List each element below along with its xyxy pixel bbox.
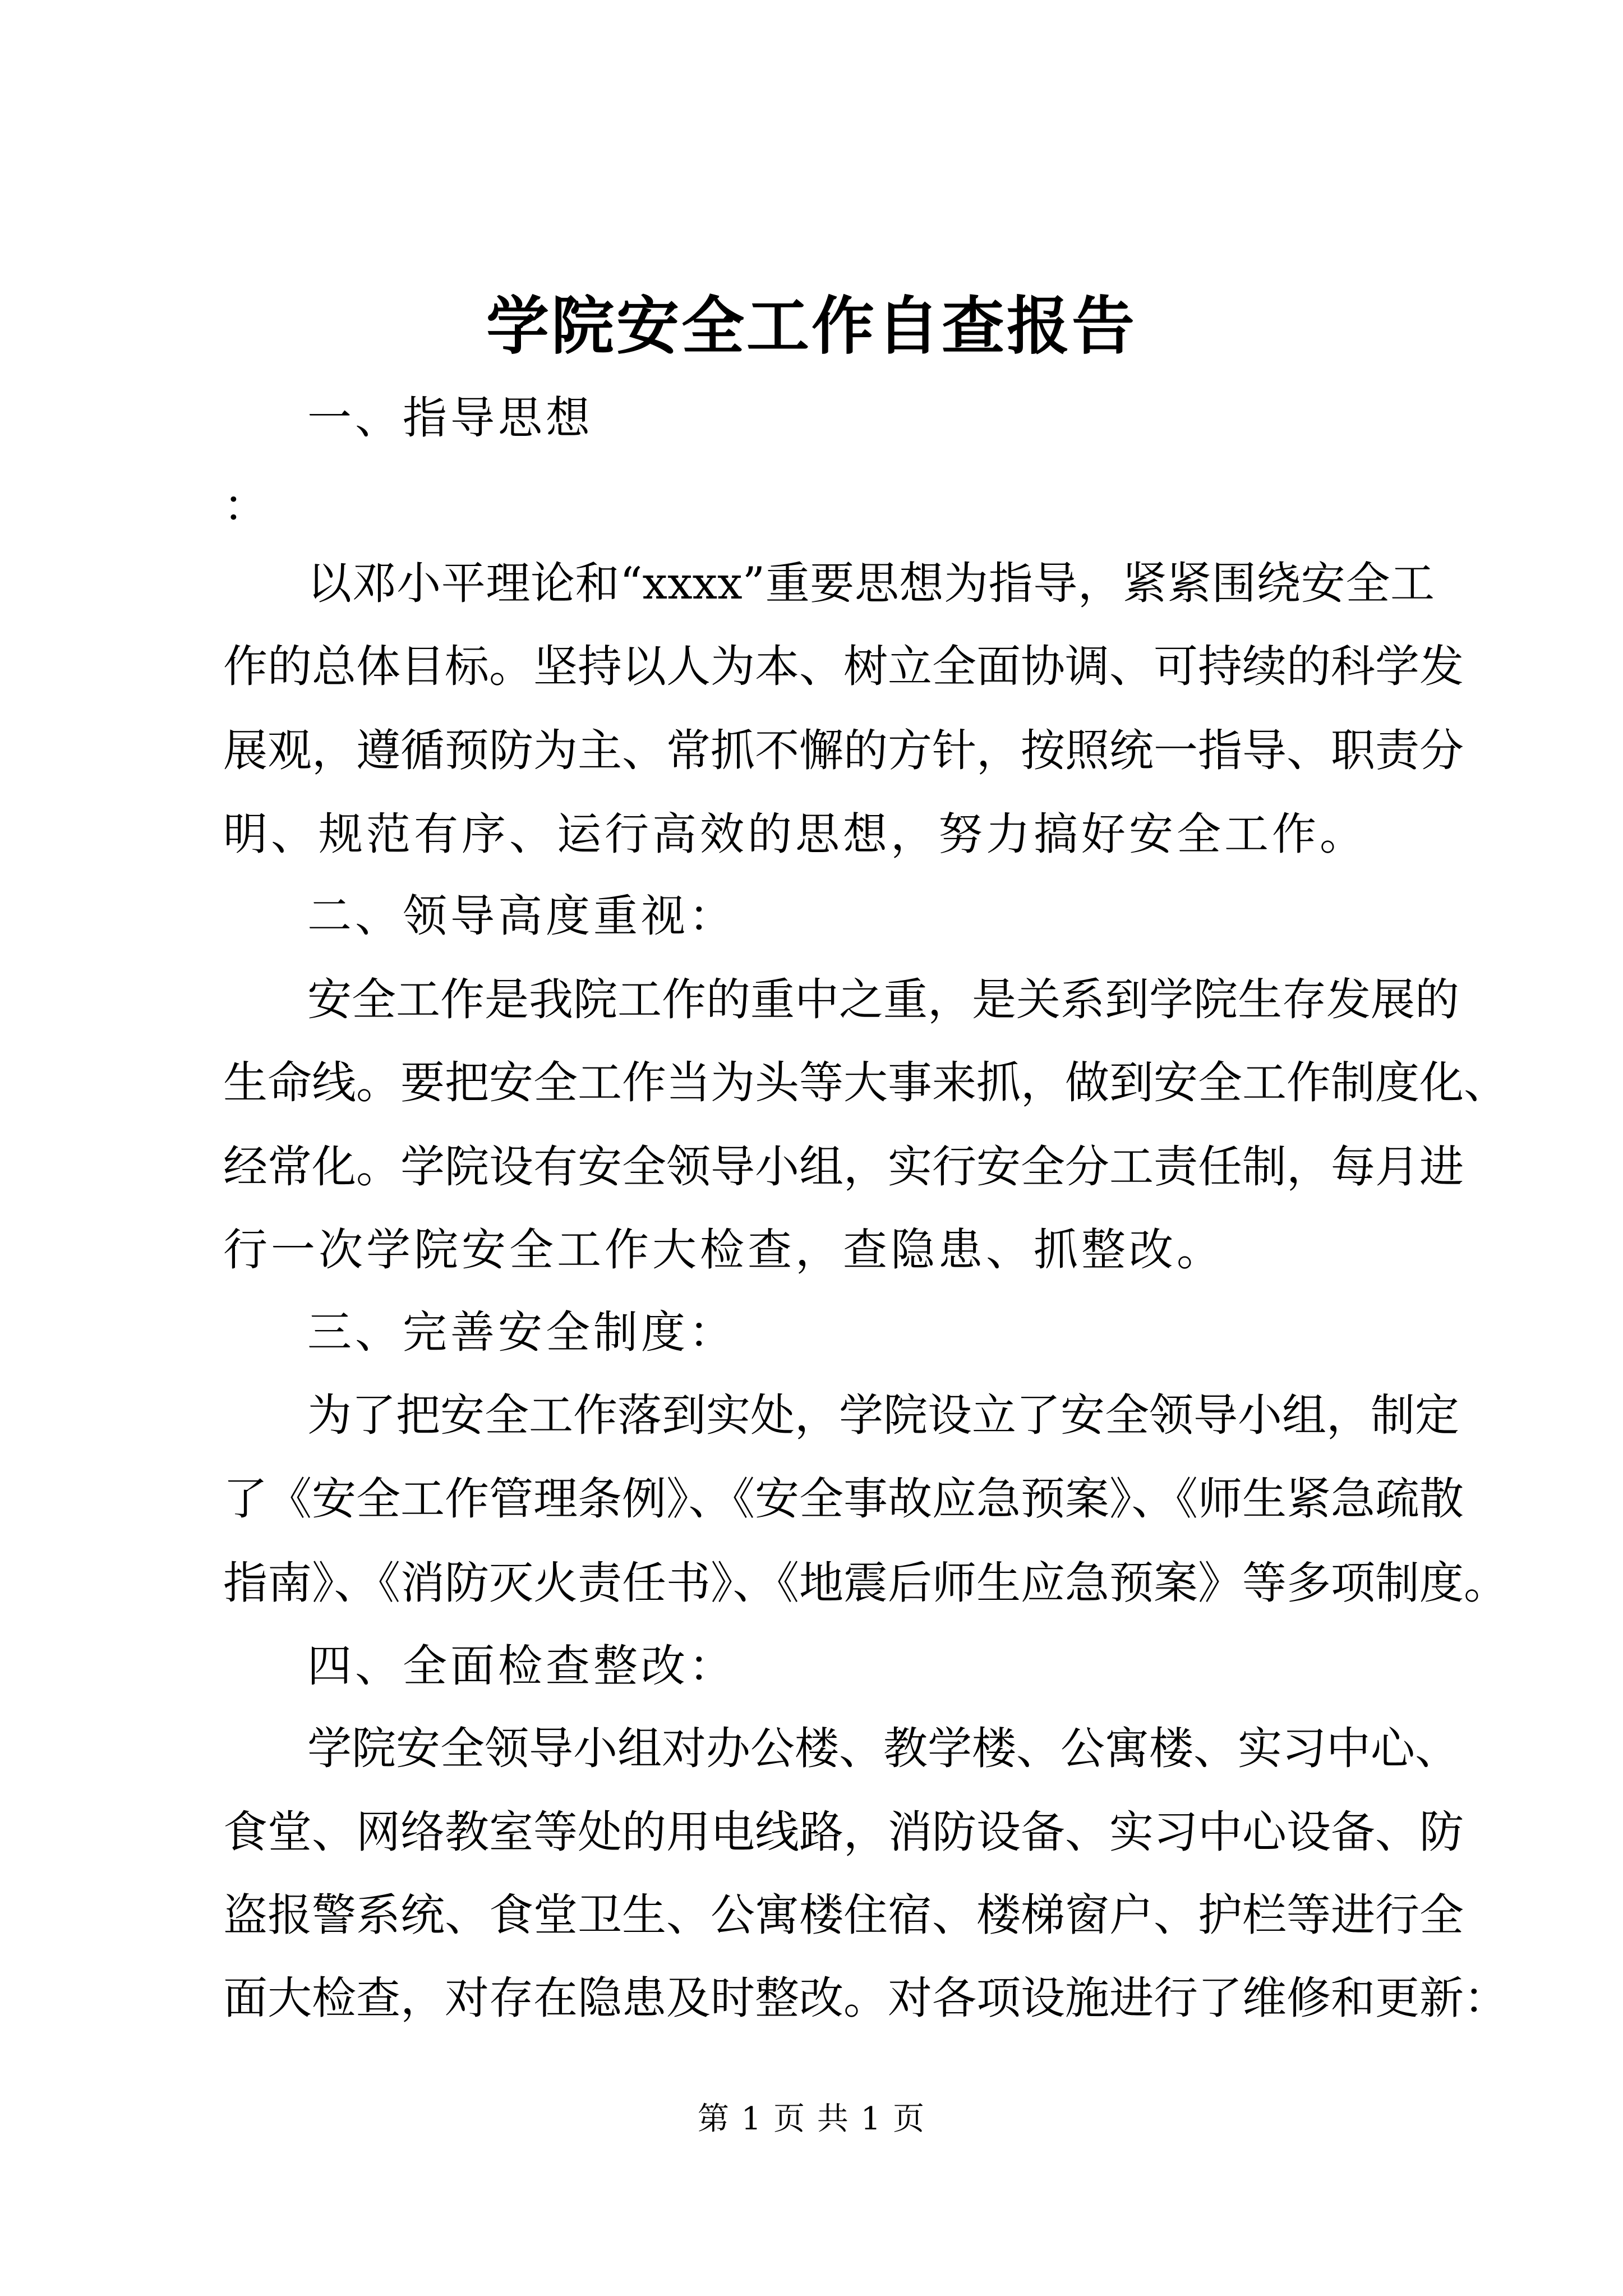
paragraph-line: 为了把安全工作落到实处，学院设立了安全领导小组，制定 (307, 1389, 1459, 1441)
paragraph-line: 明、规范有序、运行高效的思想，努力搞好安全工作。 (223, 808, 1367, 860)
paragraph-line: 作的总体目标。坚持以人为本、树立全面协调、可持续的科学发 (223, 641, 1464, 692)
section-heading-3: 三、完善安全制度： (307, 1306, 736, 1358)
paragraph-line: 行一次学院安全工作大检查，查隐患、抓整改。 (223, 1224, 1224, 1276)
paragraph-line: 经常化。学院设有安全领导小组，实行安全分工责任制，每月进 (223, 1141, 1464, 1193)
page-number-footer: 第 1 页 共 1 页 (697, 2101, 926, 2137)
paragraph-line: 安全工作是我院工作的重中之重，是关系到学院生存发展的 (307, 974, 1459, 1025)
paragraph-line: 以邓小平理论和“xxxx”重要思想为指导，紧紧围绕安全工 (307, 558, 1435, 609)
paragraph-line: 食堂、网络教室等处的用电线路，消防设备、实习中心设备、防 (223, 1806, 1464, 1858)
section-heading-4: 四、全面检查整改： (307, 1640, 736, 1692)
paragraph-line: 盗报警系统、食堂卫生、公寓楼住宿、楼梯窗户、护栏等进行全 (223, 1889, 1464, 1941)
section-heading-1: 一、指导思想 (307, 392, 593, 444)
paragraph-line: 展观，遵循预防为主、常抓不懈的方针，按照统一指导、职责分 (223, 725, 1464, 776)
paragraph-line: 指南》、《消防灭火责任书》、《地震后师生应急预案》等多项制度。 (223, 1557, 1508, 1609)
paragraph-line: 面大检查，对存在隐患及时整改。对各项设施进行了维修和更新： (223, 1972, 1508, 2024)
heading-colon-line: ： (223, 480, 271, 532)
paragraph-line: 了《安全工作管理条例》、《安全事故应急预案》、《师生紧急疏散 (223, 1473, 1464, 1525)
paragraph-line: 生命线。要把安全工作当为头等大事来抓，做到安全工作制度化、 (223, 1057, 1508, 1108)
section-heading-2: 二、领导高度重视： (307, 890, 736, 942)
paragraph-line: 学院安全领导小组对办公楼、教学楼、公寓楼、实习中心、 (307, 1723, 1459, 1774)
document-title: 学院安全工作自查报告 (486, 289, 1137, 363)
